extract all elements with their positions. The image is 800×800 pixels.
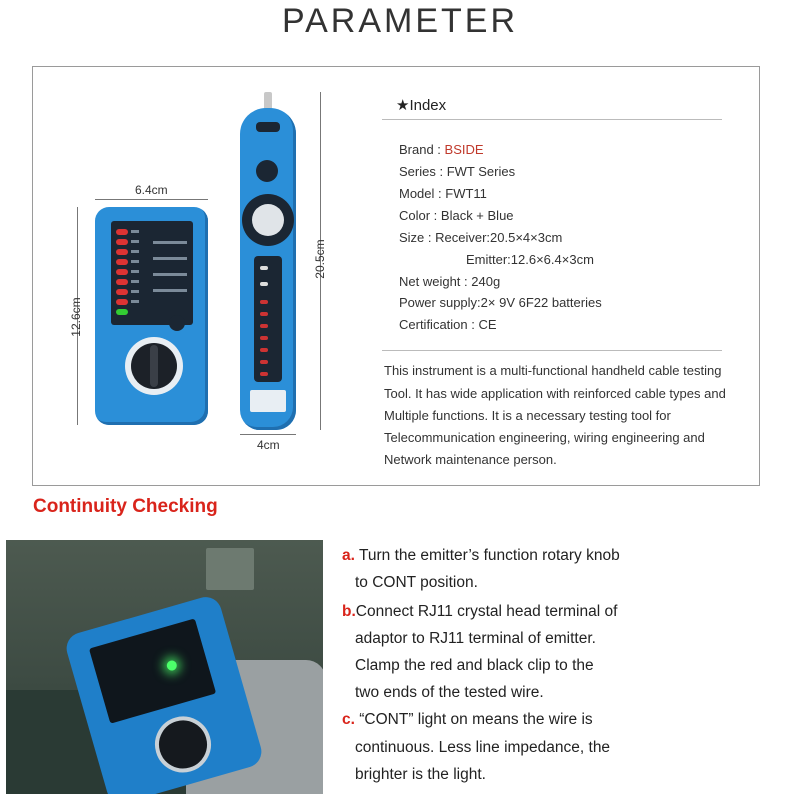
step-c-line: brighter is the light. bbox=[355, 766, 486, 783]
description-divider bbox=[382, 350, 722, 351]
spec-color: Color : Black + Blue bbox=[399, 208, 514, 223]
receiver-panel bbox=[111, 221, 193, 325]
receiver-height-label: 12.6cm bbox=[69, 297, 83, 337]
step-c: c. “CONT” light on means the wire is bbox=[342, 711, 593, 728]
description-line: Telecommunication engineering, wiring engineering and bbox=[384, 430, 705, 445]
spec-net-weight: Net weight : 240g bbox=[399, 274, 501, 289]
description-line: This instrument is a multi-functional handheld cable testing bbox=[384, 363, 722, 378]
emitter-label-sticker bbox=[250, 390, 286, 412]
receiver-width-label: 6.4cm bbox=[135, 183, 168, 197]
emitter-led-panel bbox=[254, 256, 282, 382]
index-divider bbox=[382, 119, 722, 120]
emitter-width-line bbox=[240, 434, 296, 435]
receiver-knob bbox=[125, 337, 183, 395]
emitter-knob bbox=[242, 194, 294, 246]
emitter-width-label: 4cm bbox=[257, 438, 280, 452]
spec-certification: Certification : CE bbox=[399, 317, 497, 332]
receiver-width-line bbox=[95, 199, 208, 200]
step-b-line: adaptor to RJ11 terminal of emitter. bbox=[355, 630, 596, 647]
step-a: a. Turn the emitter’s function rotary knob bbox=[342, 547, 620, 564]
index-heading: ★Index bbox=[396, 97, 447, 114]
spec-brand: Brand : BSIDE bbox=[399, 142, 484, 157]
step-a-line: to CONT position. bbox=[355, 574, 478, 591]
continuity-photo bbox=[6, 540, 323, 794]
brand-value: BSIDE bbox=[444, 142, 484, 157]
step-b: b.Connect RJ11 crystal head terminal of bbox=[342, 603, 618, 620]
spec-series: Series : FWT Series bbox=[399, 164, 516, 179]
step-c-line: continuous. Less line impedance, the bbox=[355, 739, 611, 756]
emitter-device-image bbox=[240, 108, 296, 430]
emitter-height-label: 20.5cm bbox=[313, 239, 327, 279]
spec-model: Model : FWT11 bbox=[399, 186, 487, 201]
description-line: Network maintenance person. bbox=[384, 452, 557, 467]
emitter-power-button bbox=[256, 160, 278, 182]
description-line: Multiple functions. It is a necessary testing tool for bbox=[384, 408, 671, 423]
description-line: Tool. It has wide application with reinforced cable types and bbox=[384, 386, 726, 401]
page-title: PARAMETER bbox=[281, 2, 519, 40]
spec-size: Size : Receiver:20.5×4×3cm bbox=[399, 230, 563, 245]
receiver-device-image bbox=[95, 207, 208, 425]
spec-power-supply: Power supply:2× 9V 6F22 batteries bbox=[399, 295, 602, 310]
step-b-line: Clamp the red and black clip to the bbox=[355, 657, 594, 674]
step-b-line: two ends of the tested wire. bbox=[355, 684, 544, 701]
spec-size-emitter: Emitter:12.6×6.4×3cm bbox=[466, 252, 594, 267]
section-title: Continuity Checking bbox=[33, 496, 218, 517]
receiver-button bbox=[169, 315, 185, 331]
